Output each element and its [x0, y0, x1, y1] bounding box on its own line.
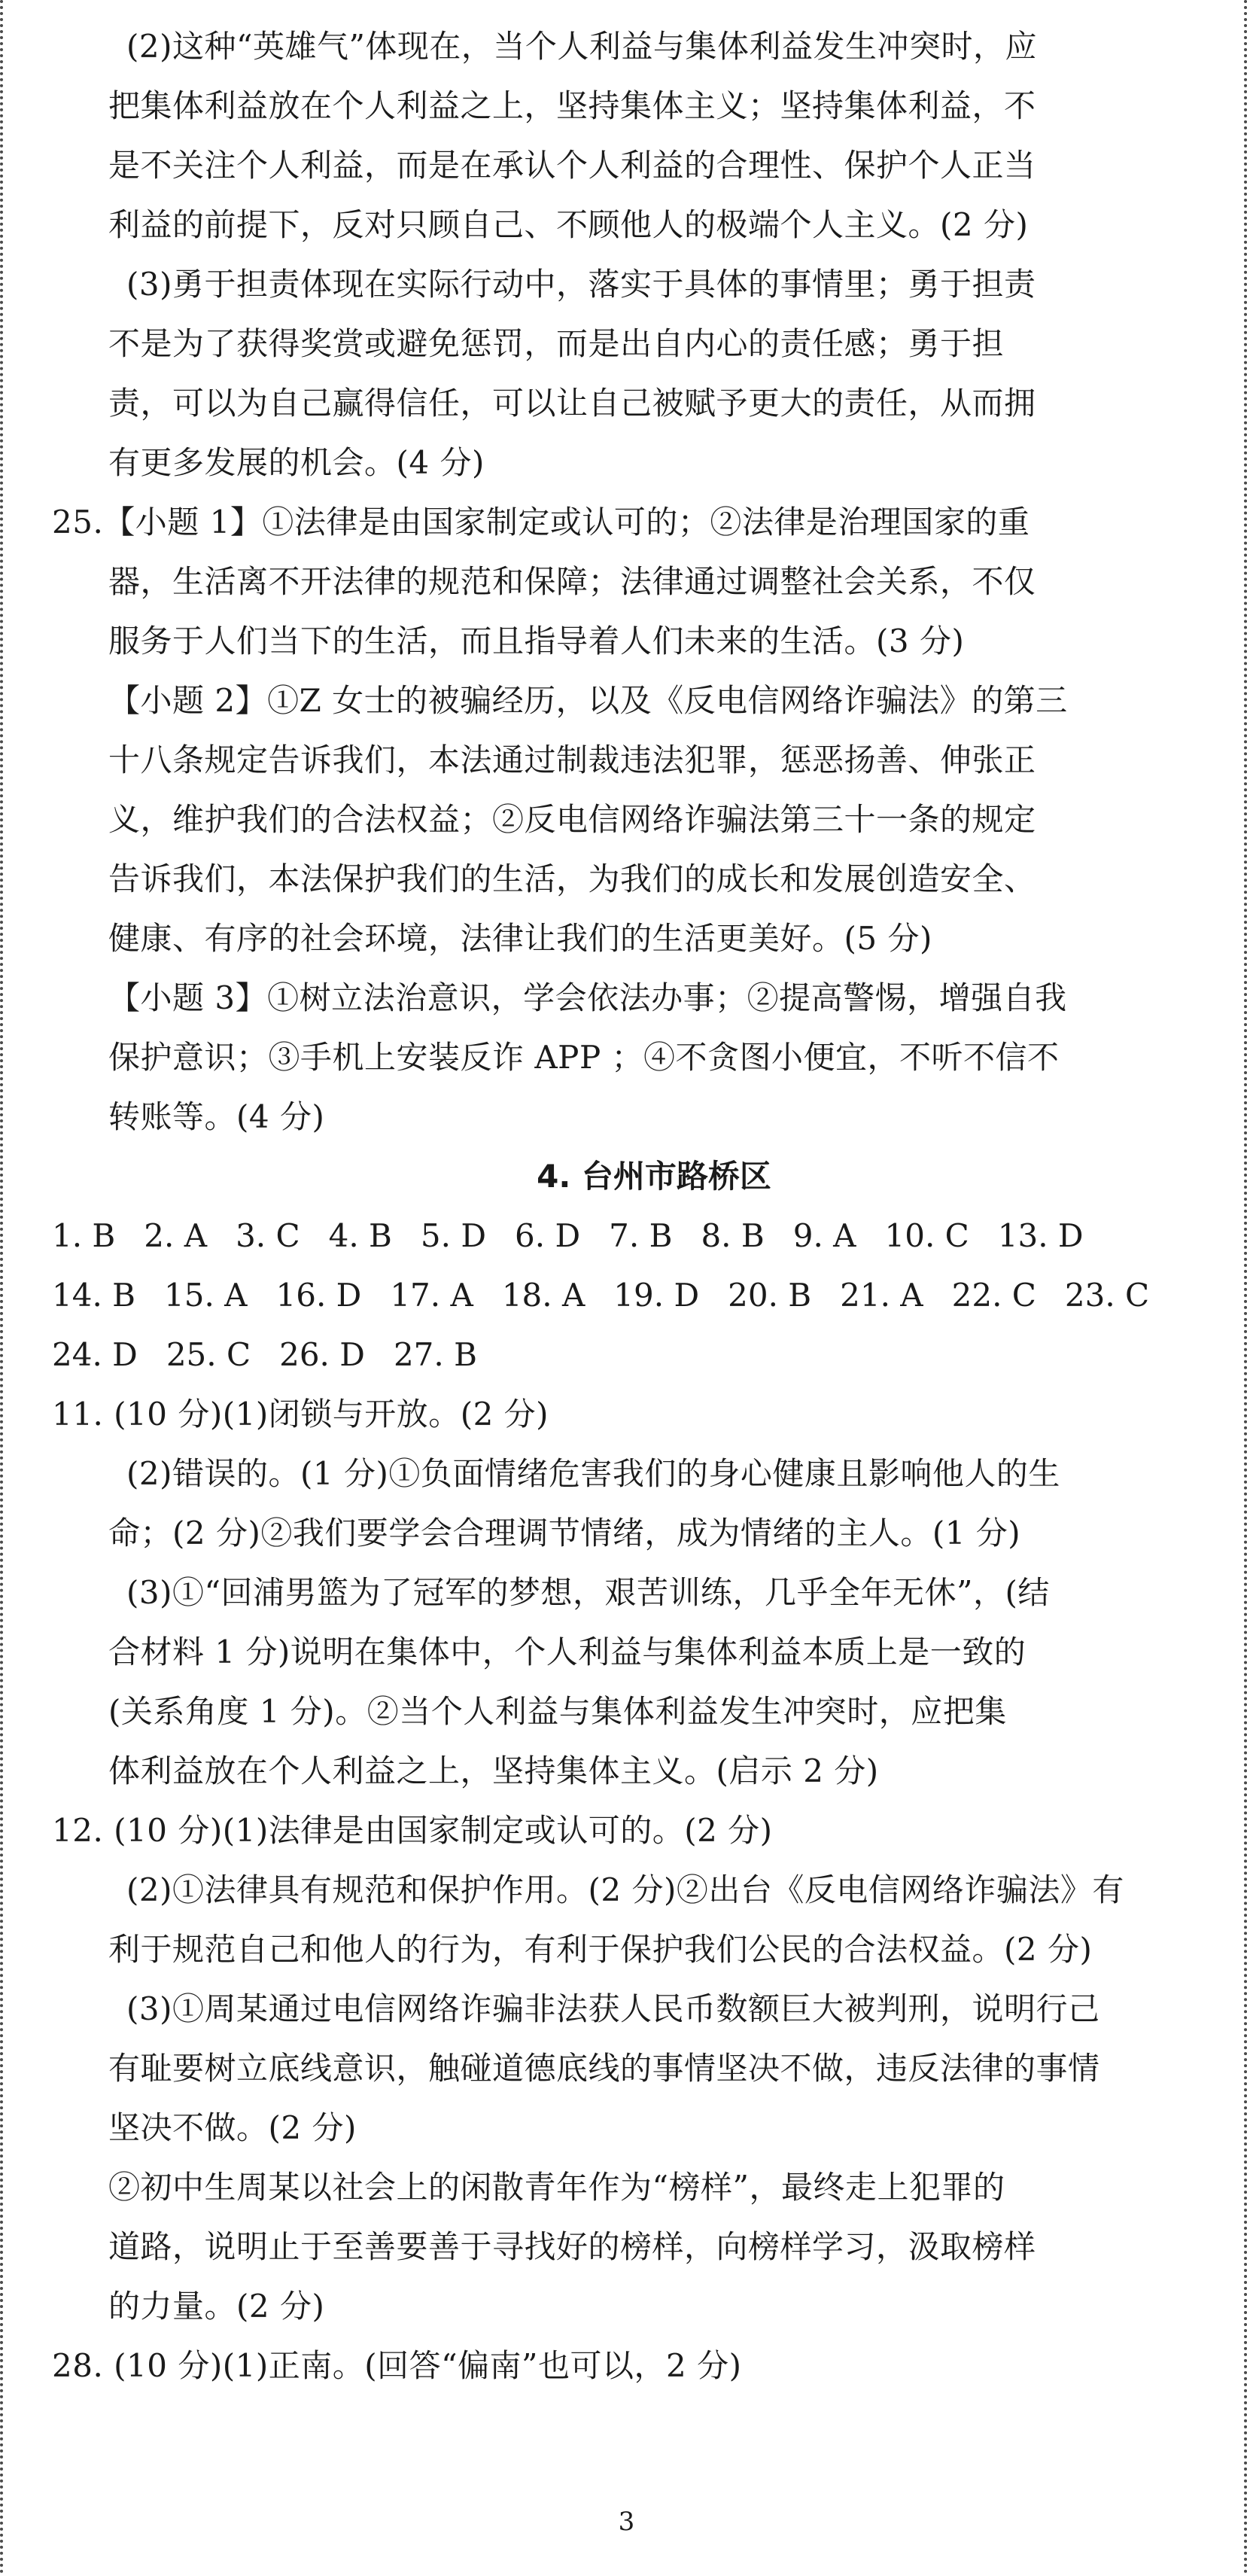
answer-block-bottom — [52, 1384, 1200, 2395]
answer-line: (关系角度 1 分)。②当个人利益与集体利益发生冲突时，应把集 — [108, 1693, 1007, 1730]
answer-line: 责，可以为自己赢得信任，可以让自己被赋予更大的责任，从而拥 — [108, 385, 1036, 422]
answer-line: 十八条规定告诉我们，本法通过制裁违法犯罪，惩恶扬善、伸张正 — [108, 741, 1036, 778]
answer-line: 命；(2 分)②我们要学会合理调节情绪，成为情绪的主人。(1 分) — [108, 1515, 1021, 1551]
mc-answer: 22. C — [951, 1277, 1036, 1314]
mc-answer: 16. D — [275, 1277, 362, 1314]
answer-line: (2)这种“英雄气”体现在，当个人利益与集体利益发生冲突时，应 — [126, 28, 1037, 65]
answer-line: 把集体利益放在个人利益之上，坚持集体主义；坚持集体利益，不 — [108, 87, 1036, 124]
mc-answer: 2. A — [144, 1217, 208, 1254]
mc-answer: 24. D — [52, 1336, 138, 1373]
mc-answer: 20. B — [728, 1277, 812, 1314]
mc-answer: 1. B — [52, 1217, 116, 1254]
answer-line: 【小题 2】①Z 女士的被骗经历，以及《反电信网络诈骗法》的第三 — [108, 682, 1068, 719]
answer-line: 的力量。(2 分) — [108, 2288, 325, 2325]
mc-answer: 7. B — [609, 1217, 673, 1254]
answer-line: 12. (10 分)(1)法律是由国家制定或认可的。(2 分) — [52, 1812, 773, 1849]
answer-line: 28. (10 分)(1)正南。(回答“偏南”也可以，2 分) — [52, 2347, 742, 2384]
answer-line: 告诉我们，本法保护我们的生活，为我们的成长和发展创造安全、 — [108, 860, 1036, 897]
answer-line: (2)错误的。(1 分)①负面情绪危害我们的身心健康且影响他人的生 — [126, 1455, 1060, 1492]
answer-line: 利于规范自己和他人的行为，有利于保护我们公民的合法权益。(2 分) — [108, 1931, 1093, 1968]
answer-line: 合材料 1 分)说明在集体中，个人利益与集体利益本质上是一致的 — [108, 1634, 1026, 1670]
mc-row — [52, 1206, 1200, 1265]
answer-line: 健康、有序的社会环境，法律让我们的生活更美好。(5 分) — [108, 920, 932, 957]
mc-answer: 10. C — [884, 1217, 969, 1254]
answer-line: 利益的前提下，反对只顾自己、不顾他人的极端个人主义。(2 分) — [108, 206, 1029, 243]
answer-line: ②初中生周某以社会上的闲散青年作为“榜样”，最终走上犯罪的 — [108, 2169, 1005, 2206]
mc-row — [52, 1325, 1200, 1384]
answer-line: (3)①“回浦男篮为了冠军的梦想，艰苦训练，几乎全年无休”，(结 — [126, 1574, 1050, 1611]
answer-line: 不是为了获得奖赏或避免惩罚，而是出自内心的责任感；勇于担 — [108, 325, 1005, 362]
answer-line: 【小题 3】①树立法治意识，学会依法办事；②提高警惕，增强自我 — [108, 979, 1067, 1016]
mc-answer: 13. D — [997, 1217, 1084, 1254]
mc-answer: 26. D — [279, 1336, 365, 1373]
mc-answer: 5. D — [420, 1217, 487, 1254]
answer-line: 义，维护我们的合法权益；②反电信网络诈骗法第三十一条的规定 — [108, 801, 1036, 838]
mc-answer: 9. A — [792, 1217, 856, 1254]
mc-answer: 17. A — [390, 1277, 473, 1314]
section-heading: 4. 台州市路桥区 — [537, 1158, 771, 1195]
answer-line: 25.【小题 1】①法律是由国家制定或认可的；②法律是治理国家的重 — [52, 504, 1030, 540]
answer-line: 11. (10 分)(1)闭锁与开放。(2 分) — [52, 1396, 549, 1433]
answer-line: (3)勇于担责体现在实际行动中，落实于具体的事情里；勇于担责 — [126, 266, 1036, 303]
multiple-choice-answers — [52, 1206, 1200, 1384]
mc-answer: 14. B — [52, 1277, 136, 1314]
mc-answer: 3. C — [236, 1217, 300, 1254]
mc-answer: 25. C — [166, 1336, 251, 1373]
page-content — [52, 17, 1200, 2395]
page-number: 3 — [618, 2507, 635, 2537]
answer-line: 服务于人们当下的生活，而且指导着人们未来的生活。(3 分) — [108, 623, 965, 659]
answer-line: 有更多发展的机会。(4 分) — [108, 444, 485, 481]
mc-answer: 19. D — [613, 1277, 700, 1314]
mc-answer: 8. B — [701, 1217, 765, 1254]
answer-line: 保护意识；③手机上安装反诈 APP ；④不贪图小便宜，不听不信不 — [108, 1039, 1060, 1076]
mc-answer: 23. C — [1064, 1277, 1150, 1314]
answer-line: (3)①周某通过电信网络诈骗非法获人民币数额巨大被判刑，说明行己 — [126, 1990, 1100, 2027]
answer-line: 体利益放在个人利益之上，坚持集体主义。(启示 2 分) — [108, 1752, 879, 1789]
answer-line: 坚决不做。(2 分) — [108, 2109, 357, 2146]
answer-line: 道路，说明止于至善要善于寻找好的榜样，向榜样学习，汲取榜样 — [108, 2228, 1036, 2265]
mc-answer: 4. B — [328, 1217, 392, 1254]
answer-line: 转账等。(4 分) — [108, 1098, 325, 1135]
mc-answer: 15. A — [164, 1277, 248, 1314]
answer-line: (2)①法律具有规范和保护作用。(2 分)②出台《反电信网络诈骗法》有 — [126, 1871, 1124, 1908]
mc-answer: 27. B — [393, 1336, 477, 1373]
answer-line: 是不关注个人利益，而是在承认个人利益的合理性、保护个人正当 — [108, 147, 1036, 184]
mc-answer: 18. A — [501, 1277, 585, 1314]
answer-block-top — [52, 17, 1200, 1146]
mc-answer: 6. D — [515, 1217, 581, 1254]
answer-line: 有耻要树立底线意识，触碰道德底线的事情坚决不做，违反法律的事情 — [108, 2050, 1100, 2087]
answer-line: 器，生活离不开法律的规范和保障；法律通过调整社会关系，不仅 — [108, 563, 1036, 600]
mc-row — [52, 1265, 1200, 1325]
mc-answer: 21. A — [840, 1277, 923, 1314]
